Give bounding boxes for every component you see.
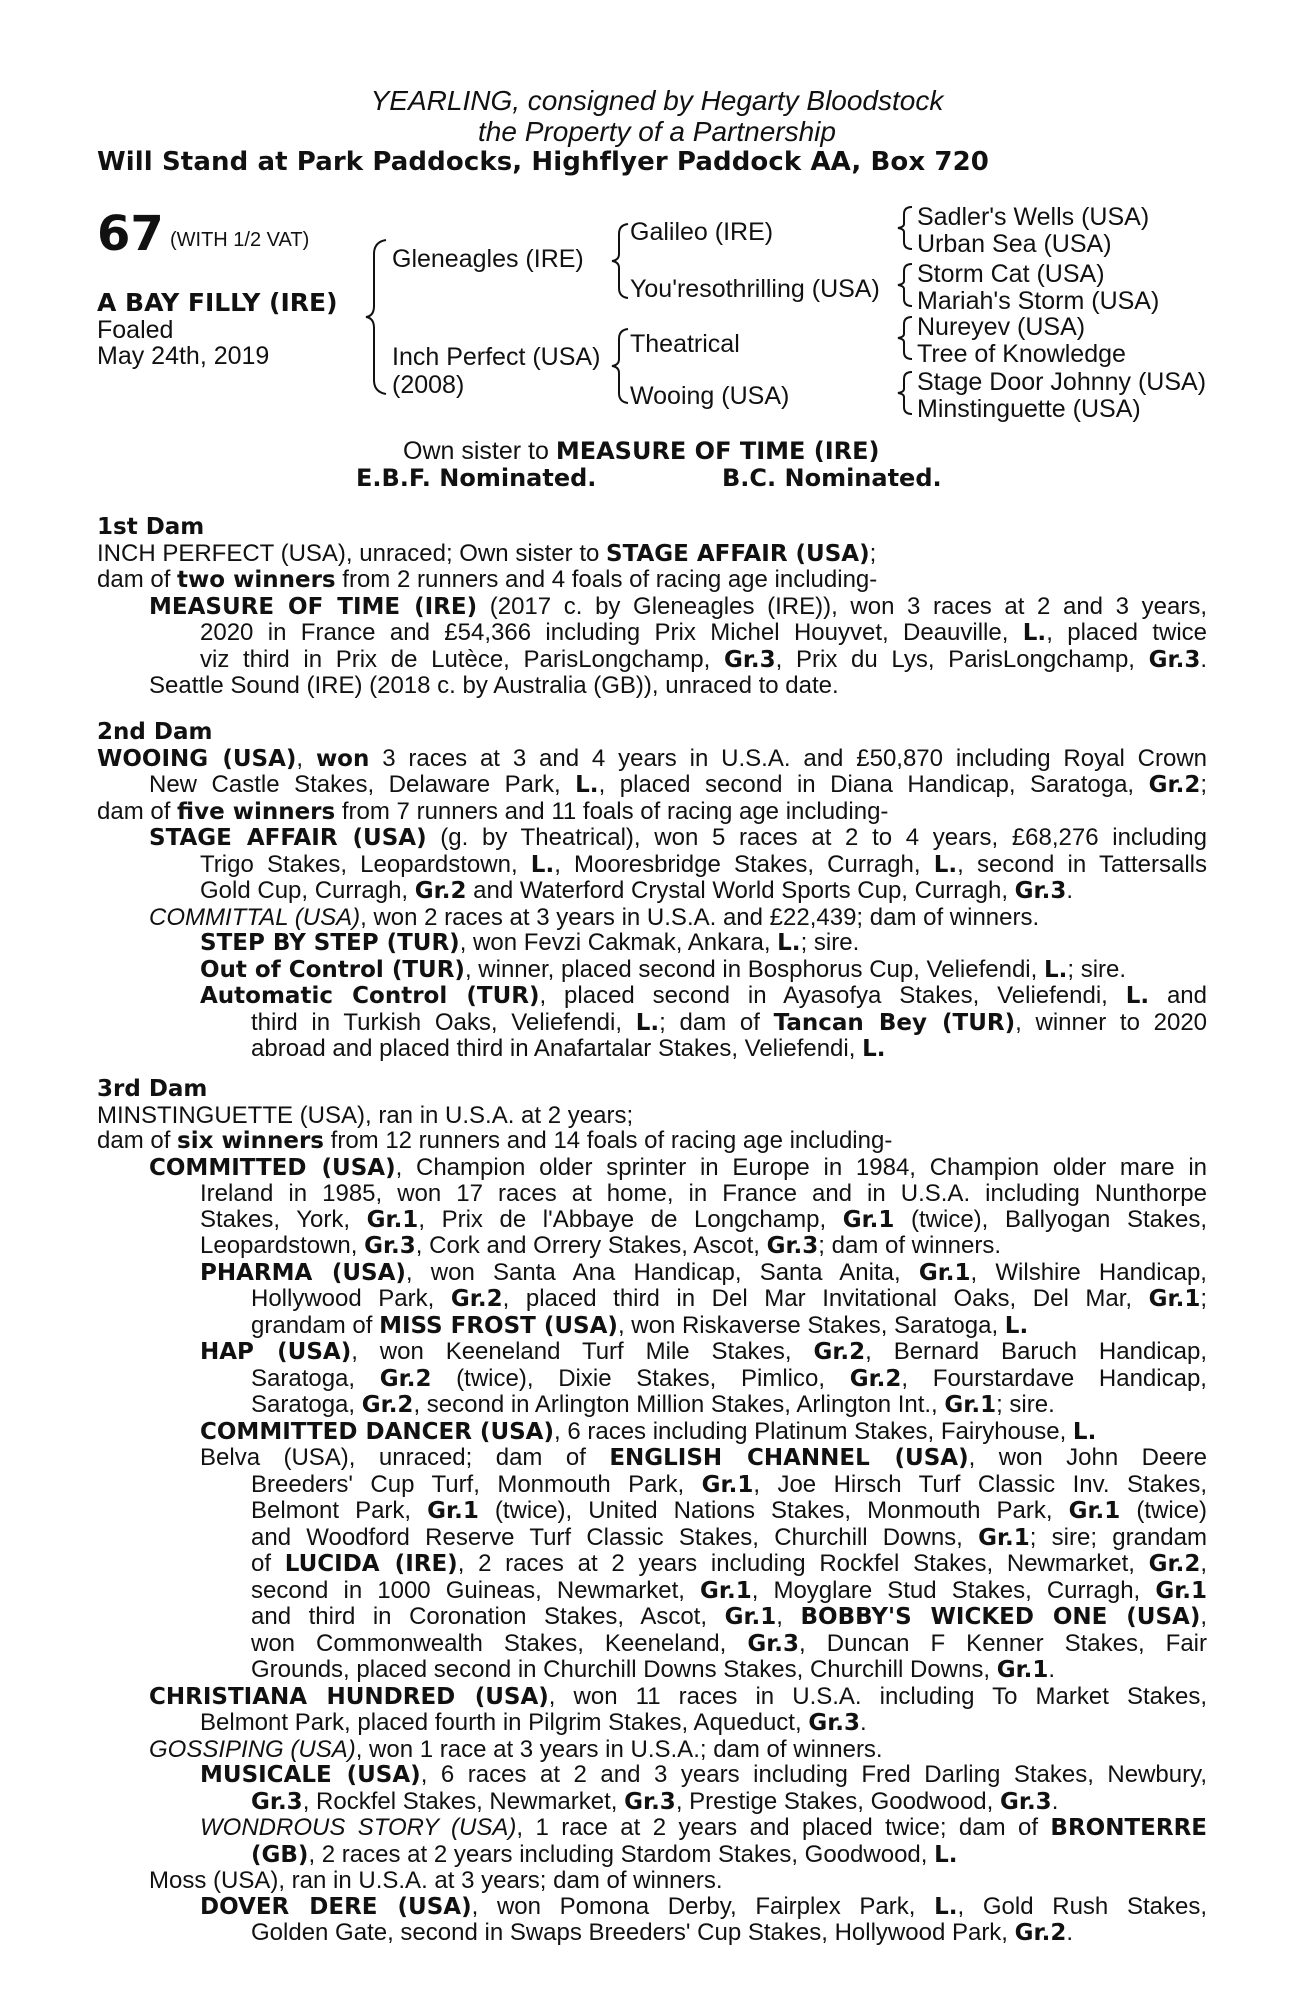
dam3-line-24: Belmont Park, placed fourth in Pilgrim Stakes, Aqueduct, Gr.3. <box>200 1709 867 1736</box>
foaled-date: May 24th, 2019 <box>97 342 270 370</box>
pedigree-dam-sire: Theatrical <box>630 330 740 358</box>
dam3-line-30: Moss (USA), ran in U.S.A. at 3 years; dam of winners. <box>149 1867 723 1894</box>
dam2-line-3: dam of five winners from 7 runners and 11 foals of racing age including- <box>97 797 889 825</box>
stand-location: Will Stand at Park Paddocks, Highflyer Paddock AA, Box 720 <box>97 147 989 177</box>
pedigree-dss: Nureyev (USA) <box>917 313 1086 341</box>
dam2-line-1: WOOING (USA), won 3 races at 3 and 4 years in U.S.A. and £50,870 including Royal Crown <box>97 744 1207 772</box>
dam2-line-5: Trigo Stakes, Leopardstown, L., Mooresbridge Stakes, Curragh, L., second in Tattersalls <box>200 850 1208 878</box>
dam3-line-19: second in 1000 Guineas, Newmarket, Gr.1, Moyglare Stud Stakes, Curragh, Gr.1 <box>251 1576 1208 1604</box>
property-line: the Property of a Partnership <box>478 116 836 147</box>
ebf-note: E.B.F. Nominated. <box>356 464 597 492</box>
dam1-line-6: Seattle Sound (IRE) (2018 c. by Australia (GB)), unraced to date. <box>149 672 839 699</box>
dam2-line-11: third in Turkish Oaks, Veliefendi, L.; dam of Tancan Bey (TUR), winner to 2020 <box>251 1008 1208 1036</box>
dam3-line-17: and Woodford Reserve Turf Classic Stakes, Churchill Downs, Gr.1; sire; grandam <box>251 1523 1207 1551</box>
dam2-line-8: STEP BY STEP (TUR), won Fevzi Cakmak, Ankara, L.; sire. <box>200 929 860 956</box>
dam2-line-7: COMMITTAL (USA), won 2 races at 3 years in U.S.A. and £22,439; dam of winners. <box>149 903 1040 931</box>
dam3-line-2: dam of six winners from 12 runners and 14 foals of racing age including- <box>97 1127 893 1154</box>
dam3-line-23: CHRISTIANA HUNDRED (USA), won 11 races in U.S.A. including To Market Stakes, <box>149 1682 1208 1710</box>
dam3-line-7: PHARMA (USA), won Santa Ana Handicap, Santa Anita, Gr.1, Wilshire Handicap, <box>200 1258 1207 1286</box>
pedigree-brace-ds <box>896 315 914 361</box>
dam3-line-22: Grounds, placed second in Churchill Downs Stakes, Churchill Downs, Gr.1. <box>251 1656 1056 1683</box>
dam3-line-27: Gr.3, Rockfel Stakes, Newmarket, Gr.3, Prestige Stakes, Goodwood, Gr.3. <box>251 1787 1059 1815</box>
first-dam-section <box>97 515 1207 699</box>
dam3-line-32: Golden Gate, second in Swaps Breeders' Cup Stakes, Hollywood Park, Gr.2. <box>251 1919 1073 1946</box>
sister-note <box>403 437 880 466</box>
pedigree-dam-dam: Wooing (USA) <box>630 382 790 410</box>
dam3-line-9: grandam of MISS FROST (USA), won Riskaverse Stakes, Saratoga, L. <box>251 1311 1029 1339</box>
second-dam-section <box>97 720 1207 1063</box>
pedigree-brace-dam <box>610 327 630 405</box>
dam2-line-6: Gold Cup, Curragh, Gr.2 and Waterford Crystal World Sports Cup, Curragh, Gr.3. <box>200 877 1074 904</box>
dam2-line-9: Out of Control (TUR), winner, placed second in Bosphorus Cup, Veliefendi, L.; sire. <box>200 955 1127 983</box>
pedigree-dam: Inch Perfect (USA) <box>392 343 601 371</box>
dam3-line-25: GOSSIPING (USA), won 1 race at 3 years in U.S.A.; dam of winners. <box>149 1735 883 1763</box>
dam3-line-8: Hollywood Park, Gr.2, placed third in Del Mar Invitational Oaks, Del Mar, Gr.1; <box>251 1285 1207 1312</box>
dam3-line-13: COMMITTED DANCER (USA), 6 races including Platinum Stakes, Fairyhouse, L. <box>200 1417 1097 1445</box>
dam3-line-31: DOVER DERE (USA), won Pomona Derby, Fairplex Park, L., Gold Rush Stakes, <box>200 1892 1207 1920</box>
pedigree-brace-dd <box>896 370 914 416</box>
pedigree-sire-dam: You'resothrilling (USA) <box>630 275 880 303</box>
dam3-line-18: of LUCIDA (IRE), 2 races at 2 years including Rockfel Stakes, Newmarket, Gr.2, <box>251 1550 1207 1577</box>
dam3-line-29: (GB), 2 races at 2 years including Stardom Stakes, Goodwood, L. <box>251 1840 958 1868</box>
pedigree-dsd: Tree of Knowledge <box>917 340 1126 368</box>
pedigree-sds: Storm Cat (USA) <box>917 260 1105 288</box>
dam3-line-28: WONDROUS STORY (USA), 1 race at 2 years and placed twice; dam of BRONTERRE <box>200 1814 1207 1841</box>
dam2-line-12: abroad and placed third in Anafartalar Stakes, Veliefendi, L. <box>251 1035 886 1062</box>
dam3-line-10: HAP (USA), won Keeneland Turf Mile Stakes, Gr.2, Bernard Baruch Handicap, <box>200 1338 1207 1365</box>
dam2-line-10: Automatic Control (TUR), placed second in Ayasofya Stakes, Veliefendi, L. and <box>200 982 1208 1009</box>
lot-number: 67 <box>97 206 164 262</box>
pedigree-ddd: Minstinguette (USA) <box>917 395 1141 423</box>
dam3-line-14: Belva (USA), unraced; dam of ENGLISH CHANNEL (USA), won John Deere <box>200 1444 1207 1471</box>
third-dam-title: 3rd Dam <box>97 1076 208 1102</box>
dam3-line-1: MINSTINGUETTE (USA), ran in U.S.A. at 2 years; <box>97 1101 634 1129</box>
dam3-line-5: Stakes, York, Gr.1, Prix de l'Abbaye de Longchamp, Gr.1 (twice), Ballyogan Stakes, <box>200 1205 1207 1233</box>
vat-note: (WITH 1/2 VAT) <box>170 229 310 251</box>
lot-name: A BAY FILLY (IRE) <box>97 288 338 317</box>
dam3-line-26: MUSICALE (USA), 6 races at 2 and 3 years including Fred Darling Stakes, Newbury, <box>200 1761 1207 1788</box>
pedigree-sdd: Mariah's Storm (USA) <box>917 287 1160 315</box>
dam3-line-20: and third in Coronation Stakes, Ascot, Gr.1, BOBBY'S WICKED ONE (USA), <box>251 1603 1207 1630</box>
dam1-line-4: 2020 in France and £54,366 including Prix Michel Houyvet, Deauville, L., placed twice <box>200 619 1207 646</box>
dam3-line-3: COMMITTED (USA), Champion older sprinter in Europe in 1984, Champion older mare in <box>149 1153 1208 1181</box>
dam3-line-16: Belmont Park, Gr.1 (twice), United Nations Stakes, Monmouth Park, Gr.1 (twice) <box>251 1497 1207 1524</box>
dam3-line-6: Leopardstown, Gr.3, Cork and Orrery Stakes, Ascot, Gr.3; dam of winners. <box>200 1232 1002 1259</box>
first-dam-title: 1st Dam <box>97 514 205 540</box>
dam3-line-12: Saratoga, Gr.2, second in Arlington Million Stakes, Arlington Int., Gr.1; sire. <box>251 1391 1055 1418</box>
foaled-label: Foaled <box>97 316 174 344</box>
dam2-line-2: New Castle Stakes, Delaware Park, L., placed second in Diana Handicap, Saratoga, Gr.2; <box>149 771 1207 798</box>
dam1-line-2: dam of two winners from 2 runners and 4 foals of racing age including- <box>97 566 878 593</box>
dam1-line-1: INCH PERFECT (USA), unraced; Own sister to STAGE AFFAIR (USA); <box>97 539 877 567</box>
pedigree-sire-sire: Galileo (IRE) <box>630 218 774 246</box>
consignor-line: YEARLING, consigned by Hegarty Bloodstock <box>370 85 944 116</box>
second-dam-title: 2nd Dam <box>97 719 213 745</box>
bc-note: B.C. Nominated. <box>722 464 942 492</box>
sister-name: MEASURE OF TIME (IRE) <box>555 437 880 465</box>
pedigree-ssd: Urban Sea (USA) <box>917 230 1112 258</box>
sister-prefix: Own sister to <box>403 437 556 465</box>
dam2-line-4: STAGE AFFAIR (USA) (g. by Theatrical), won 5 races at 2 to 4 years, £68,276 including <box>149 824 1207 851</box>
pedigree-sire: Gleneagles (IRE) <box>392 245 584 273</box>
third-dam-section <box>97 1077 1207 1947</box>
pedigree-dds: Stage Door Johnny (USA) <box>917 368 1207 396</box>
dam3-line-21: won Commonwealth Stakes, Keeneland, Gr.3, Duncan F Kenner Stakes, Fair <box>251 1629 1207 1657</box>
dam3-line-4: Ireland in 1985, won 17 races at home, in France and in U.S.A. including Nunthorpe <box>200 1180 1207 1207</box>
dam3-line-11: Saratoga, Gr.2 (twice), Dixie Stakes, Pimlico, Gr.2, Fourstardave Handicap, <box>251 1364 1207 1392</box>
pedigree-brace-main <box>364 238 390 396</box>
dam1-line-5: viz third in Prix de Lutèce, ParisLongchamp, Gr.3, Prix du Lys, ParisLongchamp, Gr.3. <box>200 645 1207 673</box>
pedigree-brace-sd <box>896 262 914 308</box>
dam1-line-3: MEASURE OF TIME (IRE) (2017 c. by Gleneagles (IRE)), won 3 races at 2 and 3 years, <box>149 592 1208 620</box>
pedigree-brace-ss <box>896 205 914 251</box>
pedigree-sss: Sadler's Wells (USA) <box>917 203 1150 231</box>
dam3-line-15: Breeders' Cup Turf, Monmouth Park, Gr.1, Joe Hirsch Turf Classic Inv. Stakes, <box>251 1470 1207 1498</box>
pedigree-dam-year: (2008) <box>392 371 465 399</box>
pedigree-brace-sire <box>610 222 630 300</box>
